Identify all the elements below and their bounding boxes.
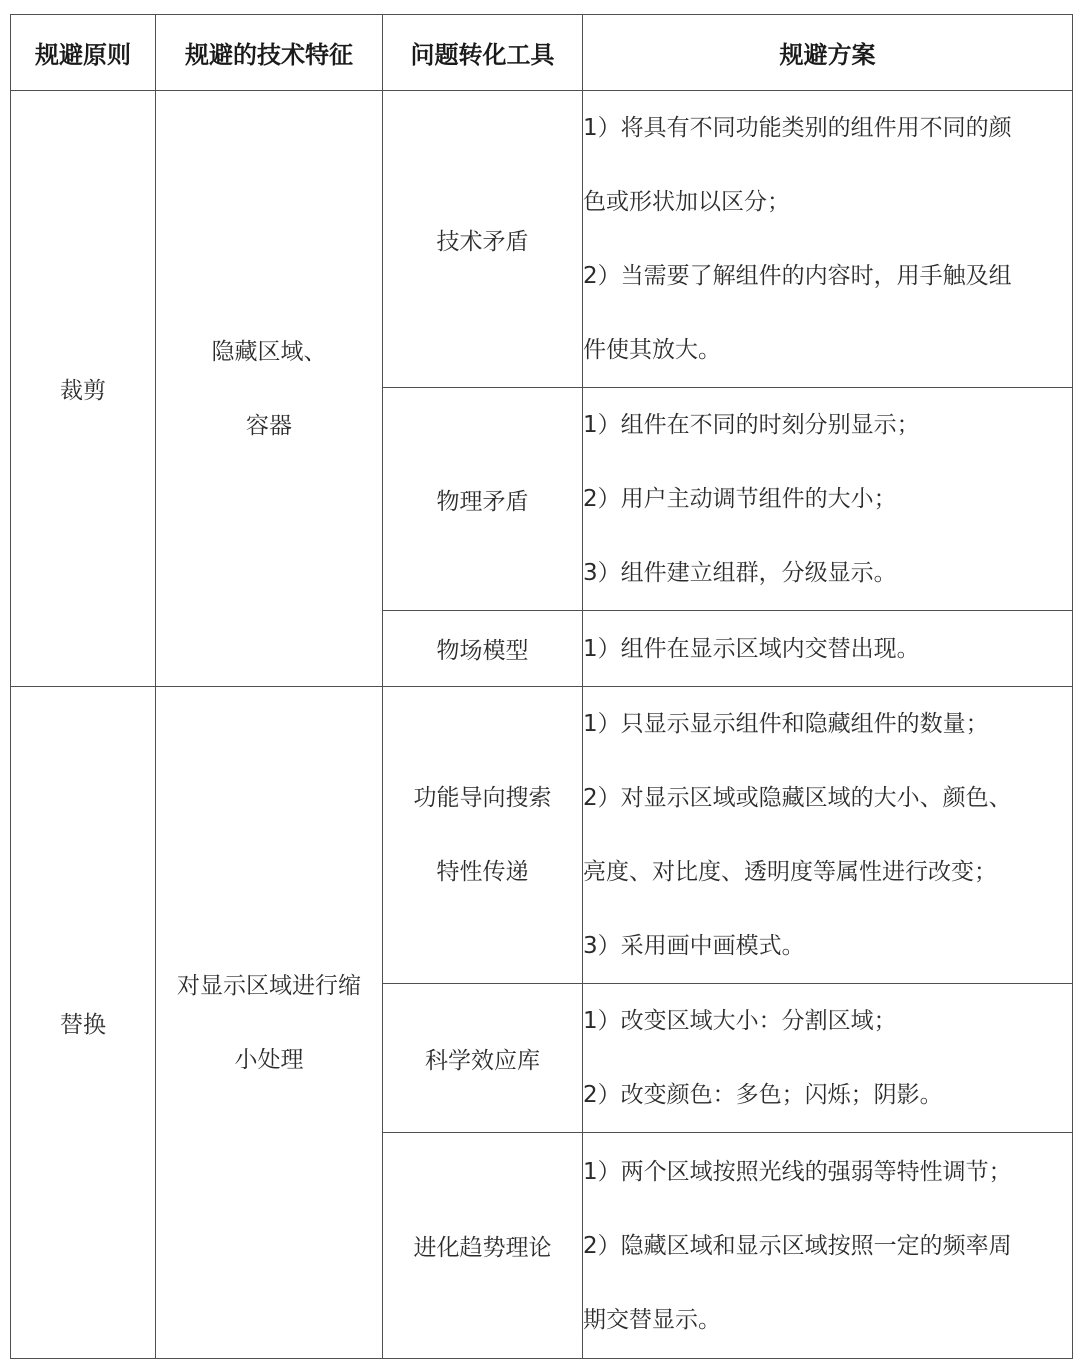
header-plan: 规避方案: [583, 15, 1073, 91]
feature-line: 容器: [246, 412, 292, 439]
plan-line: 2）改变颜色：多色；闪烁；阴影。: [583, 1082, 943, 1108]
tool-cell: [383, 687, 583, 984]
plan-line: 2）隐藏区域和显示区域按照一定的频率周: [583, 1232, 1012, 1259]
feature-line: 隐藏区域、: [211, 338, 327, 365]
plan-line: 3）采用画中画模式。: [583, 933, 805, 959]
plan-line: 色或形状加以区分；: [583, 189, 790, 215]
plan-cell: [583, 91, 1073, 388]
header-principle: 规避原则: [11, 15, 156, 91]
tool-cell: [383, 611, 583, 687]
principle-cell: [11, 687, 156, 1359]
plan-line: 1）组件在显示区域内交替出现。: [583, 635, 920, 662]
tool-line: 物理矛盾: [436, 488, 529, 515]
plan-cell: [583, 687, 1073, 984]
table-row: [11, 91, 1073, 388]
principle-text: 替换: [60, 1012, 106, 1038]
plan-line: 2）对显示区域或隐藏区域的大小、颜色、: [583, 785, 1012, 811]
tool-cell: [383, 388, 583, 611]
plan-line: 2）用户主动调节组件的大小；: [583, 486, 897, 512]
plan-line: 3）组件建立组群，分级显示。: [583, 560, 897, 586]
tool-line: 科学效应库: [425, 1047, 540, 1074]
header-tool: 问题转化工具: [383, 15, 583, 91]
plan-line: 1）组件在不同的时刻分别显示；: [583, 412, 920, 438]
tool-line: 功能导向搜索: [413, 785, 552, 811]
tool-line: 物场模型: [436, 638, 529, 664]
plan-line: 1）将具有不同功能类别的组件用不同的颜: [583, 115, 1012, 141]
tool-cell: [383, 91, 583, 388]
plan-cell: [583, 388, 1073, 611]
plan-line: 期交替显示。: [583, 1306, 721, 1333]
feature-cell: [156, 687, 383, 1359]
tool-cell: [383, 984, 583, 1133]
principle-text: 裁剪: [60, 378, 106, 404]
plan-line: 亮度、对比度、透明度等属性进行改变；: [583, 859, 997, 885]
tool-cell: [383, 1133, 583, 1359]
avoidance-table: [10, 14, 1073, 1359]
tool-line: 技术矛盾: [436, 228, 529, 255]
principle-cell: [11, 91, 156, 687]
plan-cell: [583, 1133, 1073, 1359]
plan-line: 1）两个区域按照光线的强弱等特性调节；: [583, 1158, 1012, 1185]
plan-line: 1）只显示显示组件和隐藏组件的数量；: [583, 711, 989, 737]
plan-cell: [583, 611, 1073, 687]
tool-line: 特性传递: [436, 859, 529, 885]
plan-cell: [583, 984, 1073, 1133]
plan-line: 2）当需要了解组件的内容时，用手触及组: [583, 263, 1012, 289]
table-row: [11, 687, 1073, 984]
feature-line: 对显示区域进行缩: [177, 972, 361, 999]
feature-cell: [156, 91, 383, 687]
plan-line: 件使其放大。: [583, 337, 721, 363]
tool-line: 进化趋势理论: [413, 1235, 552, 1261]
header-feature: 规避的技术特征: [156, 15, 383, 91]
plan-line: 1）改变区域大小：分割区域；: [583, 1008, 897, 1034]
header-row: [11, 15, 1073, 91]
feature-line: 小处理: [234, 1046, 304, 1073]
